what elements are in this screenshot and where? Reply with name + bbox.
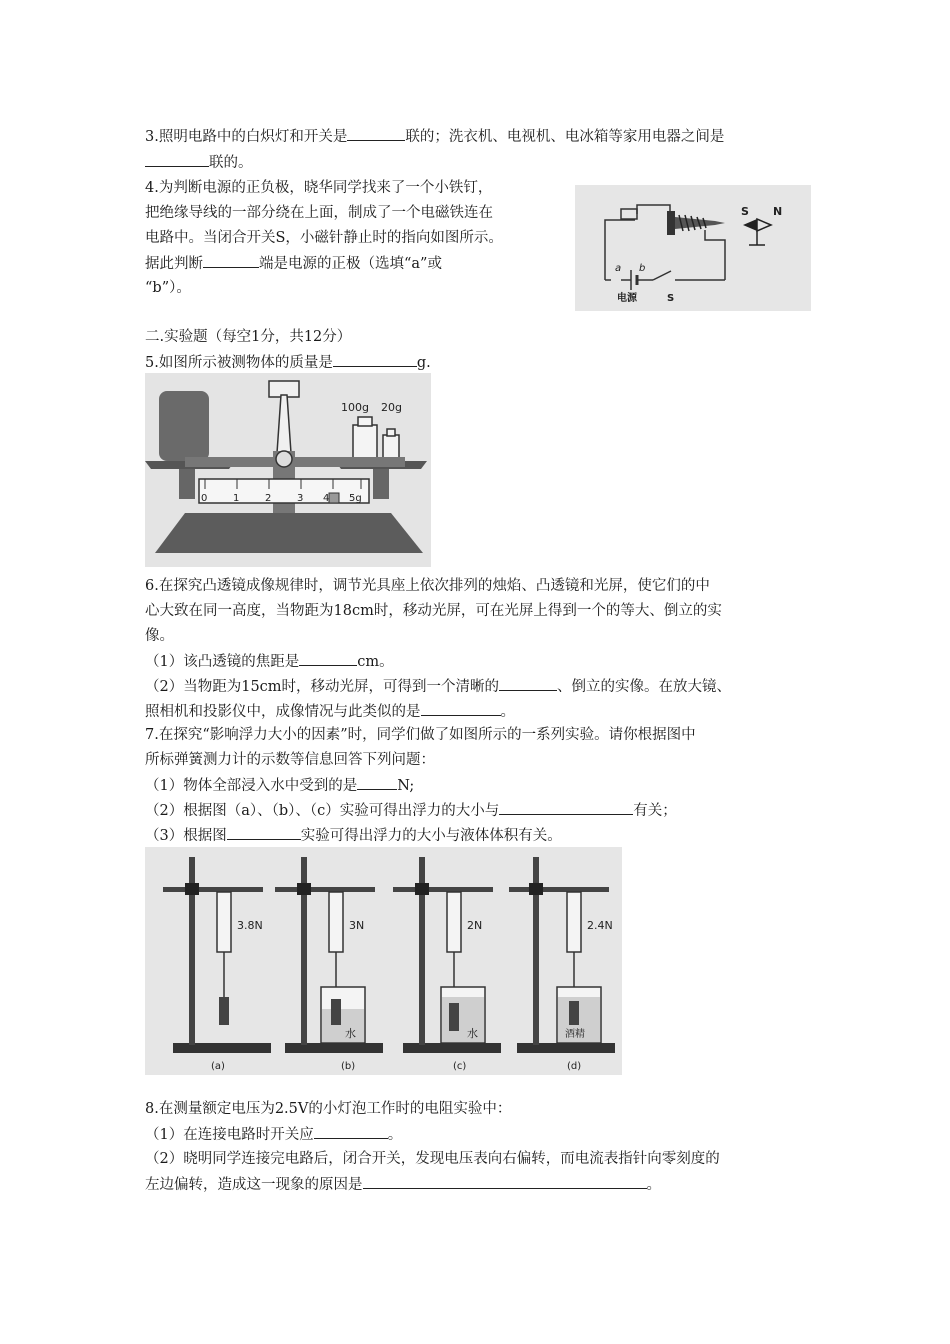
q3-line-2: 联的。 [145,152,253,173]
q4-line-5: “b”）。 [145,280,191,296]
buoyancy-experiment-figure [145,847,622,1075]
q7-sub-1: （1）物体全部浸入水中受到的是 N; [145,775,414,796]
q6-sub-2-cont: 照相机和投影仪中，成像情况与此类似的是 。 [145,701,515,722]
q5-line: 5.如图所示被测物体的质量是 g. [145,352,431,373]
weight-label-100g: 100g [341,401,369,414]
q4-line-1: 4.为判断电源的正负极，晓华同学找来了一个小铁钉， [145,180,493,196]
q4-line-2: 把绝缘导线的一部分绕在上面，制成了一个电磁铁连在 [145,205,493,221]
terminal-label-a: a [615,263,622,274]
q6-sub-1: （1）该凸透镜的焦距是 cm。 [145,651,394,672]
q7-blank-2 [499,800,633,815]
needle-label-s: S [741,205,749,218]
balance-scale-figure [145,373,431,567]
q4-line-4: 据此判断 端是电源的正极（选填“a”或 [145,253,442,274]
reading-a: 3.8N [237,919,263,932]
liquid-label-c: 水 [467,1027,478,1040]
terminal-label-b: b [639,263,646,274]
caption-a: (a) [211,1061,225,1072]
caption-c: (c) [453,1061,467,1072]
reading-d: 2.4N [587,919,613,932]
q8-blank-2 [363,1174,647,1189]
beam-tick-0: 0 [201,493,208,504]
switch-label: S [667,293,675,304]
q5-blank [333,352,417,367]
power-source-label: 电源 [617,293,637,304]
q6-line-3: 像。 [145,628,174,644]
weight-label-20g: 20g [381,401,402,414]
q6-blank-3 [421,701,501,716]
q6-line-1: 6.在探究凸透镜成像规律时，调节光具座上依次排列的烛焰、凸透镜和光屏，使它们的中 [145,578,710,594]
q6-blank-2 [499,676,557,691]
q3-line-1: 3.照明电路中的白炽灯和开关是 联的；洗衣机、电视机、电冰箱等家用电器之间是 [145,126,724,147]
q8-sub-1: （1）在连接电路时开关应 。 [145,1124,402,1145]
beam-tick-2: 2 [265,493,272,504]
q7-blank-1 [357,775,397,790]
q3-blank-2 [145,152,209,167]
q8-blank-1 [314,1124,388,1139]
q6-line-2: 心大致在同一高度，当物距为18cm时，移动光屏，可在光屏上得到一个的等大、倒立的实 [145,603,722,619]
q6-blank-1 [299,651,357,666]
beam-tick-1: 1 [233,493,240,504]
q7-line-1: 7.在探究“影响浮力大小的因素”时，同学们做了如图所示的一系列实验。请你根据图中 [145,727,696,743]
q4-line-3: 电路中。当闭合开关S，小磁针静止时的指向如图所示。 [145,230,503,246]
beam-tick-3: 3 [297,493,304,504]
electromagnet-circuit-figure [575,185,811,311]
liquid-label-d: 酒精 [565,1029,585,1040]
q7-line-2: 所标弹簧测力计的示数等信息回答下列问题： [145,752,435,768]
needle-label-n: N [773,205,783,218]
beam-tick-5g: 5g [349,493,362,504]
q3-blank-1 [347,126,405,141]
q6-sub-2: （2）当物距为15cm时，移动光屏，可得到一个清晰的 、倒立的实像。在放大镜、 [145,676,731,697]
q8-line-1: 8.在测量额定电压为2.5V的小灯泡工作时的电阻实验中： [145,1101,512,1117]
reading-c: 2N [467,919,483,932]
q7-sub-3: （3）根据图 实验可得出浮力的大小与液体体积有关。 [145,825,562,846]
section-2-title: 二.实验题（每空1分，共12分） [145,329,352,345]
q4-blank [203,253,259,268]
beam-tick-4: 4 [323,493,330,504]
caption-b: (b) [341,1061,356,1072]
q7-blank-3 [227,825,301,840]
reading-b: 3N [349,919,365,932]
liquid-label-b: 水 [345,1027,356,1040]
caption-d: (d) [567,1061,582,1072]
q7-sub-2: （2）根据图（a）、（b）、（c）实验可得出浮力的大小与 有关； [145,800,677,821]
q8-sub-2: （2）晓明同学连接完电路后，闭合开关，发现电压表向右偏转，而电流表指针向零刻度的 [145,1151,720,1167]
q8-sub-2-cont: 左边偏转，造成这一现象的原因是 。 [145,1174,661,1195]
